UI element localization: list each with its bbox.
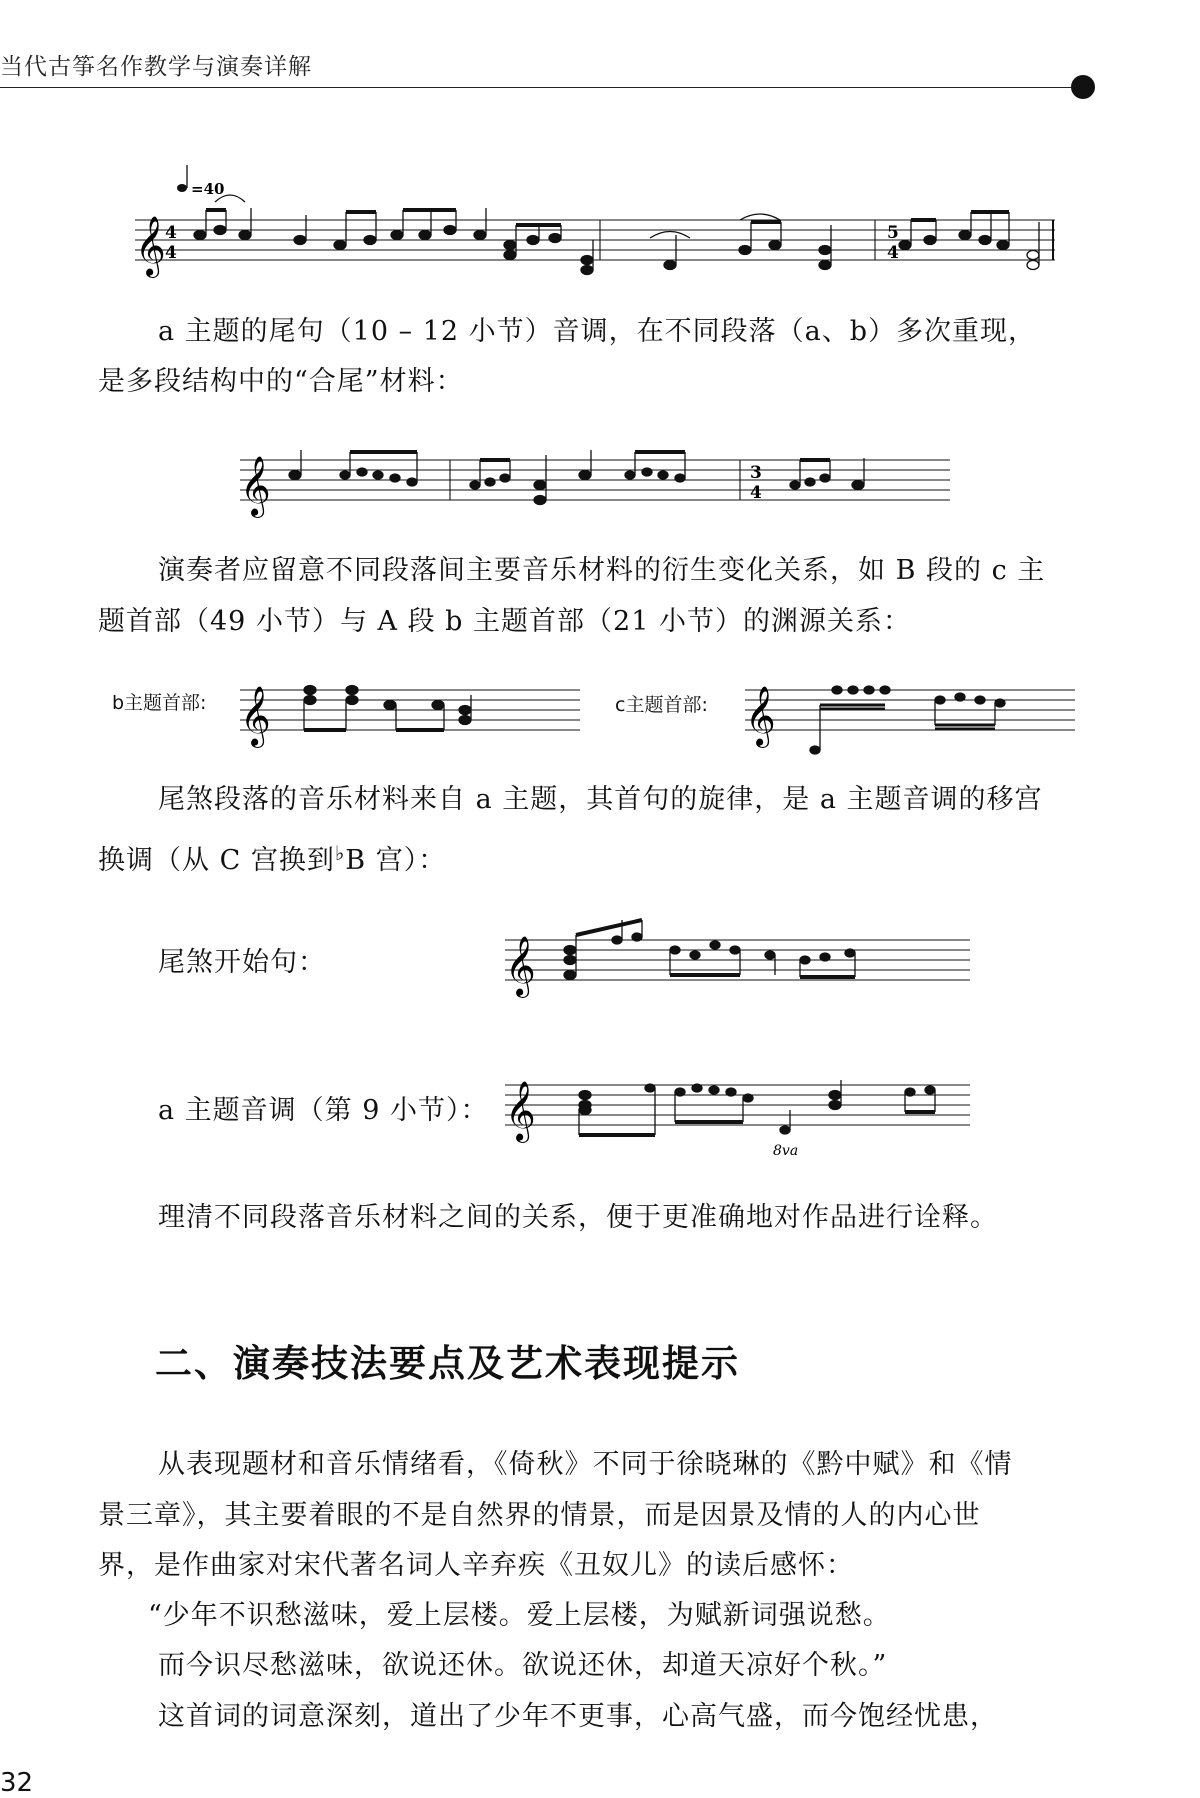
a-theme-motif-label: a 主题音调（第 9 小节）： xyxy=(158,1095,489,1126)
time-signature-3-4-bottom: 4 xyxy=(750,483,762,503)
paragraph-2-line-1: 演奏者应留意不同段落间主要音乐材料的衍生变化关系，如 B 段的 c 主 xyxy=(158,555,1046,586)
page-number: 32 xyxy=(0,1768,34,1798)
paragraph-1-line-2: 是多段结构中的“合尾”材料： xyxy=(98,366,464,397)
paragraph-3-line-1: 尾煞段落的音乐材料来自 a 主题，其首句的旋律，是 a 主题音调的移宫 xyxy=(158,784,1043,815)
time-signature-3-4-top: 3 xyxy=(750,463,762,483)
music-example-3-c-theme xyxy=(745,655,1085,755)
svg-text:𝄞: 𝄞 xyxy=(505,936,536,996)
octave-marking: 8va xyxy=(773,1143,799,1159)
paragraph-5-line-1: 从表现题材和音乐情绪看，《倚秋》不同于徐晓琳的《黔中赋》和《情 xyxy=(158,1449,1013,1480)
paragraph-3-line-2-pre: 换调（从 C 宫换到 xyxy=(98,845,335,876)
music-example-5 xyxy=(505,1050,975,1160)
time-signature-4-4-top: 4 xyxy=(165,223,177,243)
music-example-2 xyxy=(240,430,960,520)
svg-text:𝄞: 𝄞 xyxy=(240,456,271,516)
music-example-3-b-theme xyxy=(240,660,590,746)
b-theme-label: b主题首部: xyxy=(112,692,207,714)
poem-line-1: “少年不识愁滋味，爱上层楼。爱上层楼，为赋新词强说愁。 xyxy=(148,1600,891,1631)
music-example-1 xyxy=(135,180,1065,290)
paragraph-5-line-2: 景三章》，其主要着眼的不是自然界的情景，而是因景及情的人的内心世 xyxy=(98,1500,981,1531)
paragraph-5-line-3: 界，是作曲家对宋代著名词人辛弃疾《丑奴儿》的读后感怀： xyxy=(98,1550,854,1581)
section-heading: 二、演奏技法要点及艺术表现提示 xyxy=(155,1341,740,1385)
svg-text:𝄞: 𝄞 xyxy=(135,216,166,276)
svg-text:𝄞: 𝄞 xyxy=(745,686,776,746)
paragraph-3-line-2 xyxy=(98,838,446,877)
svg-text:𝄞: 𝄞 xyxy=(240,686,271,746)
time-signature-4-4-bottom: 4 xyxy=(165,243,177,263)
running-header-title: 当代古筝名作教学与演奏详解 xyxy=(0,54,312,80)
paragraph-3-line-2-post: B 宫）： xyxy=(345,845,447,876)
time-signature-5-4-top: 5 xyxy=(887,223,899,243)
header-rule xyxy=(0,87,1085,88)
tempo-marking: =40 xyxy=(191,180,225,198)
paragraph-6-line-1: 这首词的词意深刻，道出了少年不更事，心高气盛，而今饱经忧患， xyxy=(158,1701,998,1732)
paragraph-1-line-1: a 主题的尾句（10 – 12 小节）音调，在不同段落（a、b）多次重现， xyxy=(158,316,1037,347)
svg-text:𝄞: 𝄞 xyxy=(505,1081,536,1141)
poem-line-2: 而今识尽愁滋味，欲说还休。欲说还休，却道天凉好个秋。” xyxy=(158,1650,888,1681)
flat-symbol: ♭ xyxy=(334,841,346,865)
paragraph-4: 理清不同段落音乐材料之间的关系，便于更准确地对作品进行诠释。 xyxy=(158,1202,998,1233)
c-theme-label: c主题首部: xyxy=(615,694,708,716)
ending-phrase-label: 尾煞开始句： xyxy=(158,947,326,978)
header-bullet-dot xyxy=(1071,75,1095,99)
time-signature-5-4-bottom: 4 xyxy=(887,243,899,263)
music-example-4 xyxy=(505,905,975,1005)
paragraph-2-line-2: 题首部（49 小节）与 A 段 b 主题首部（21 小节）的渊源关系： xyxy=(98,606,911,637)
